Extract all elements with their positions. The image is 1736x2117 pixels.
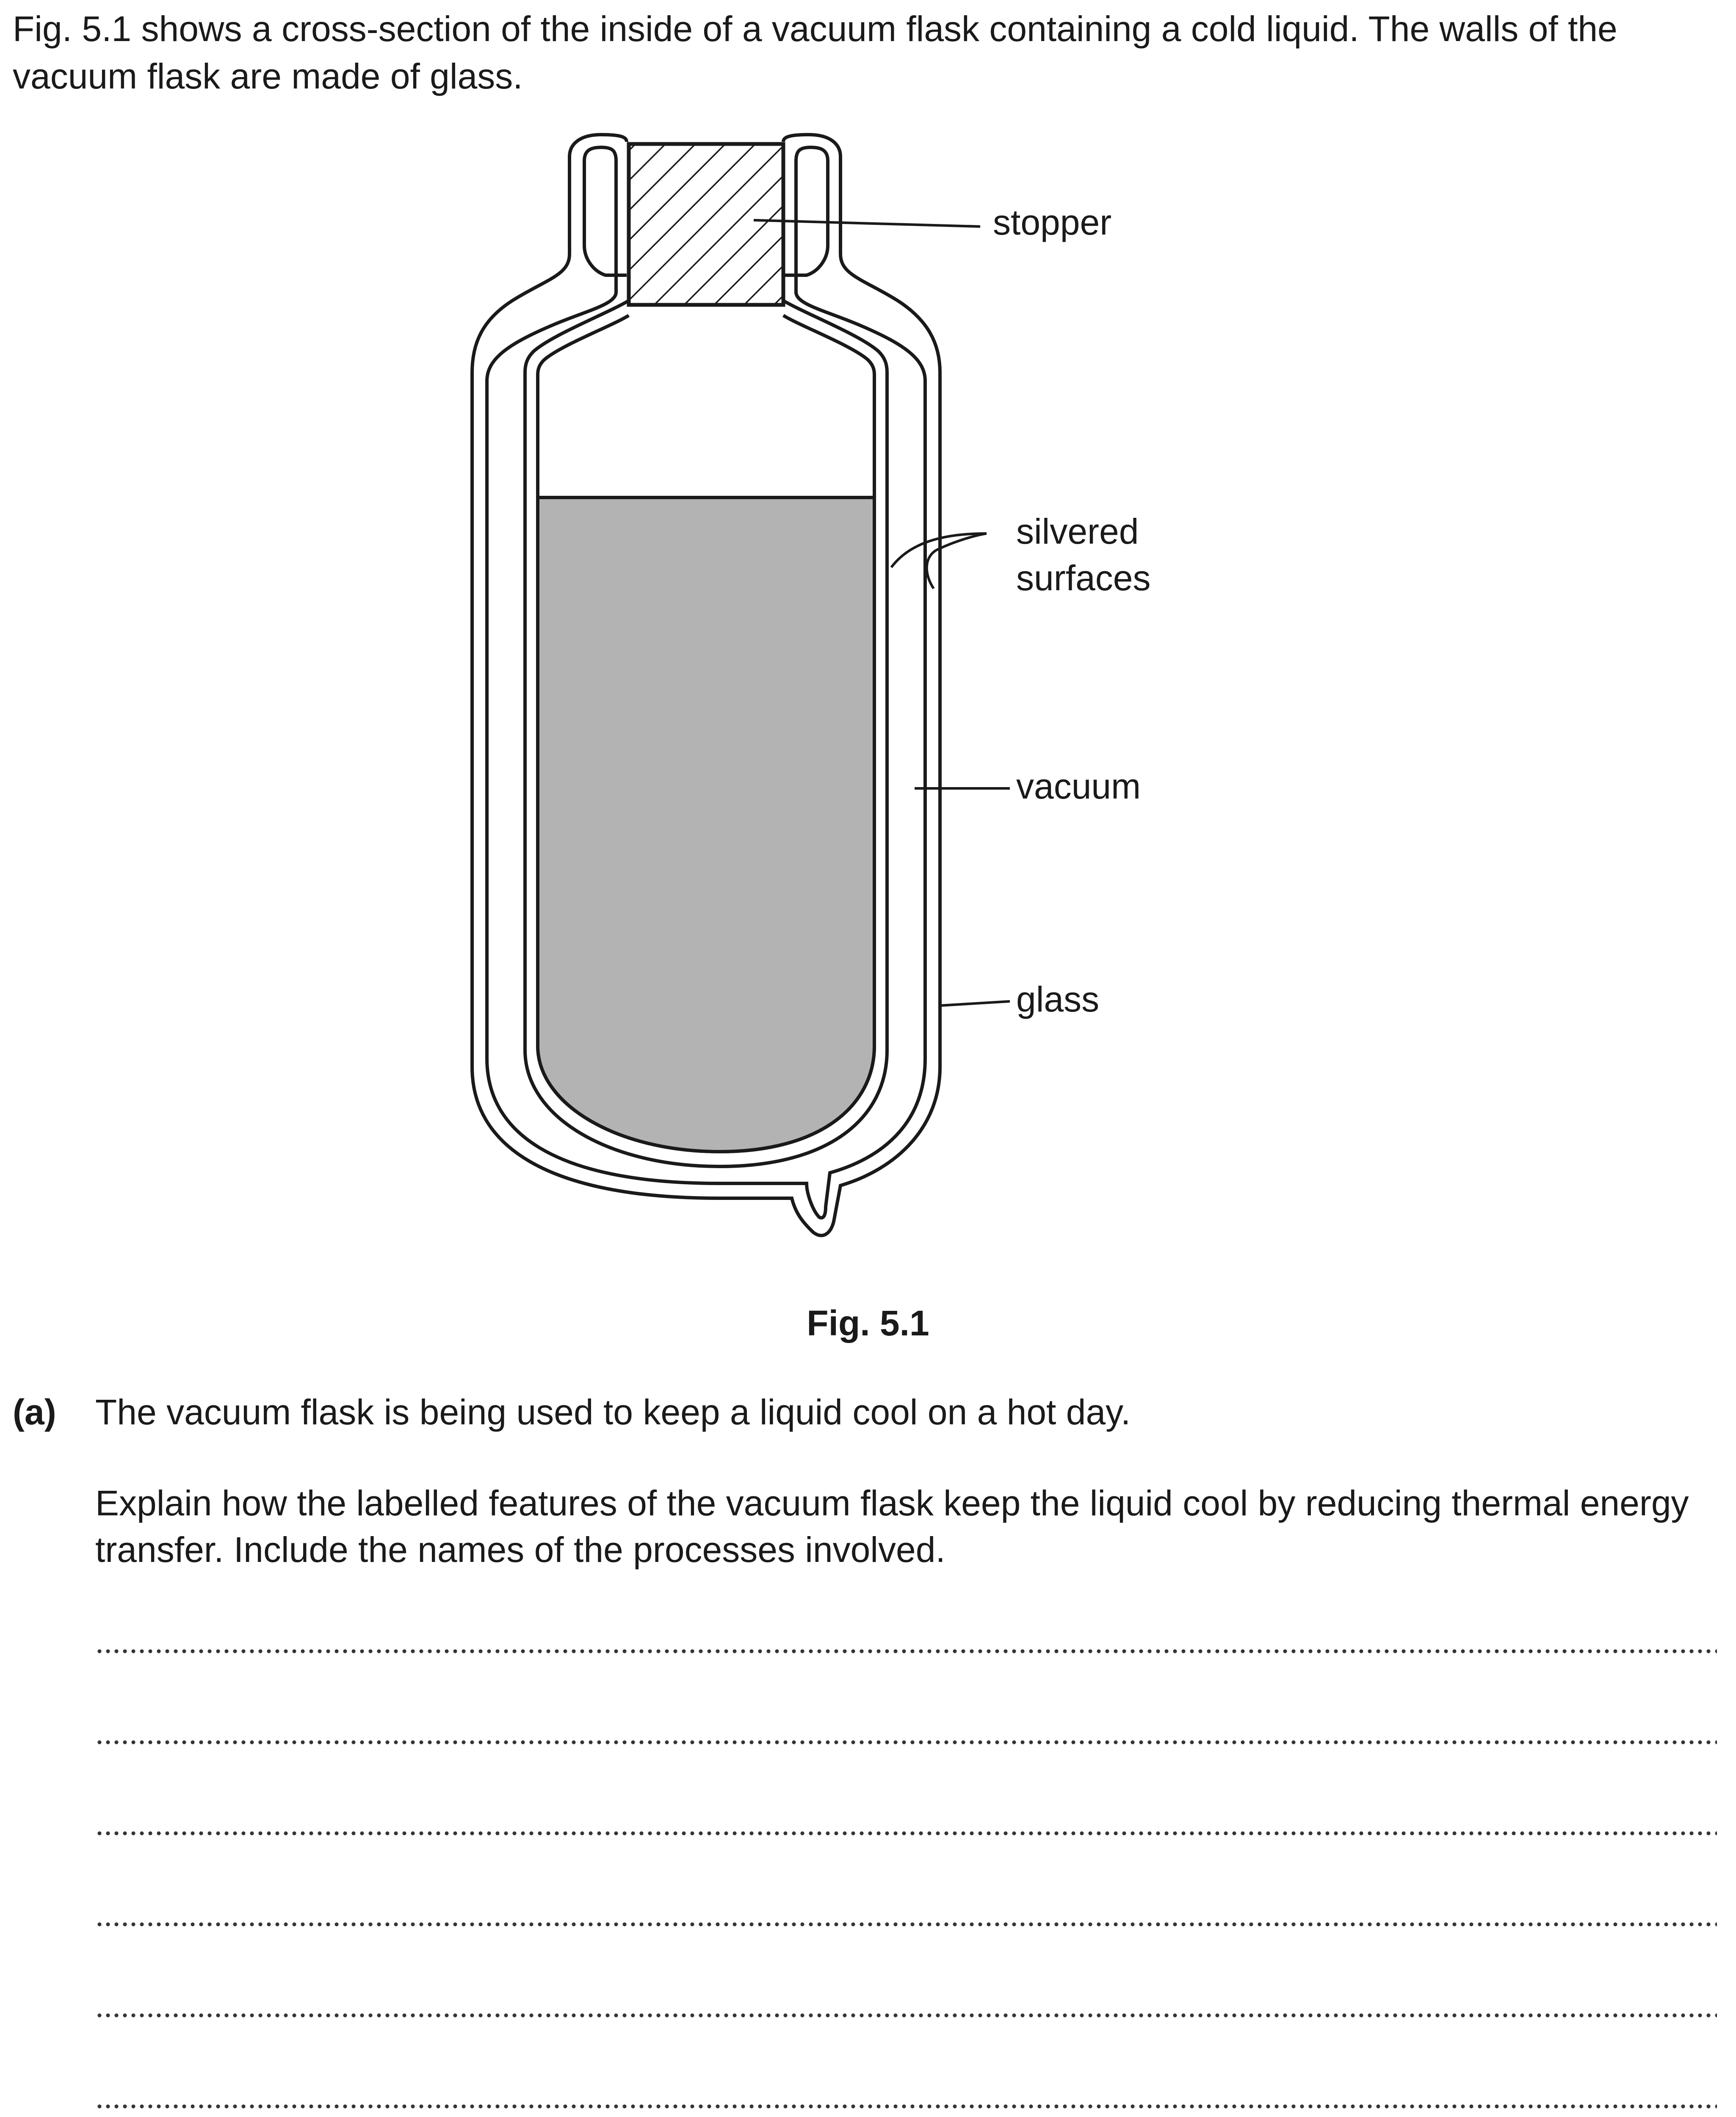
label-stopper: stopper bbox=[993, 202, 1112, 242]
answer-line-a6[interactable] bbox=[95, 2094, 1717, 2111]
answer-line-a2[interactable] bbox=[95, 1730, 1717, 1747]
part-a-letter: (a) bbox=[13, 1392, 56, 1432]
stopper bbox=[629, 144, 783, 305]
answer-line-a5[interactable] bbox=[95, 2003, 1717, 2020]
answer-line-a1[interactable] bbox=[95, 1639, 1717, 1655]
label-vacuum: vacuum bbox=[1016, 766, 1141, 806]
stopper-leader bbox=[754, 220, 980, 227]
answer-line-a3[interactable] bbox=[95, 1821, 1717, 1838]
answer-line-a4[interactable] bbox=[95, 1912, 1717, 1929]
part-a-instruction: Explain how the labelled features of the vacuum flask keep the liquid cool by reducing thermal energy transfer. Include the names of the processes involved. bbox=[95, 1483, 1689, 1570]
cold-liquid bbox=[538, 497, 874, 1152]
label-silvered: silvered bbox=[1016, 511, 1139, 551]
intro-text: Fig. 5.1 shows a cross-section of the inside of a vacuum flask containing a cold liquid. The walls of the vacuum flask are made of glass. bbox=[13, 9, 1617, 96]
label-surfaces: surfaces bbox=[1016, 558, 1151, 598]
figure-caption: Fig. 5.1 bbox=[807, 1303, 929, 1343]
label-glass: glass bbox=[1016, 979, 1100, 1019]
part-a-question: The vacuum flask is being used to keep a liquid cool on a hot day. bbox=[95, 1392, 1131, 1432]
silvered-leader-2 bbox=[927, 533, 987, 589]
glass-leader bbox=[940, 1001, 1010, 1006]
